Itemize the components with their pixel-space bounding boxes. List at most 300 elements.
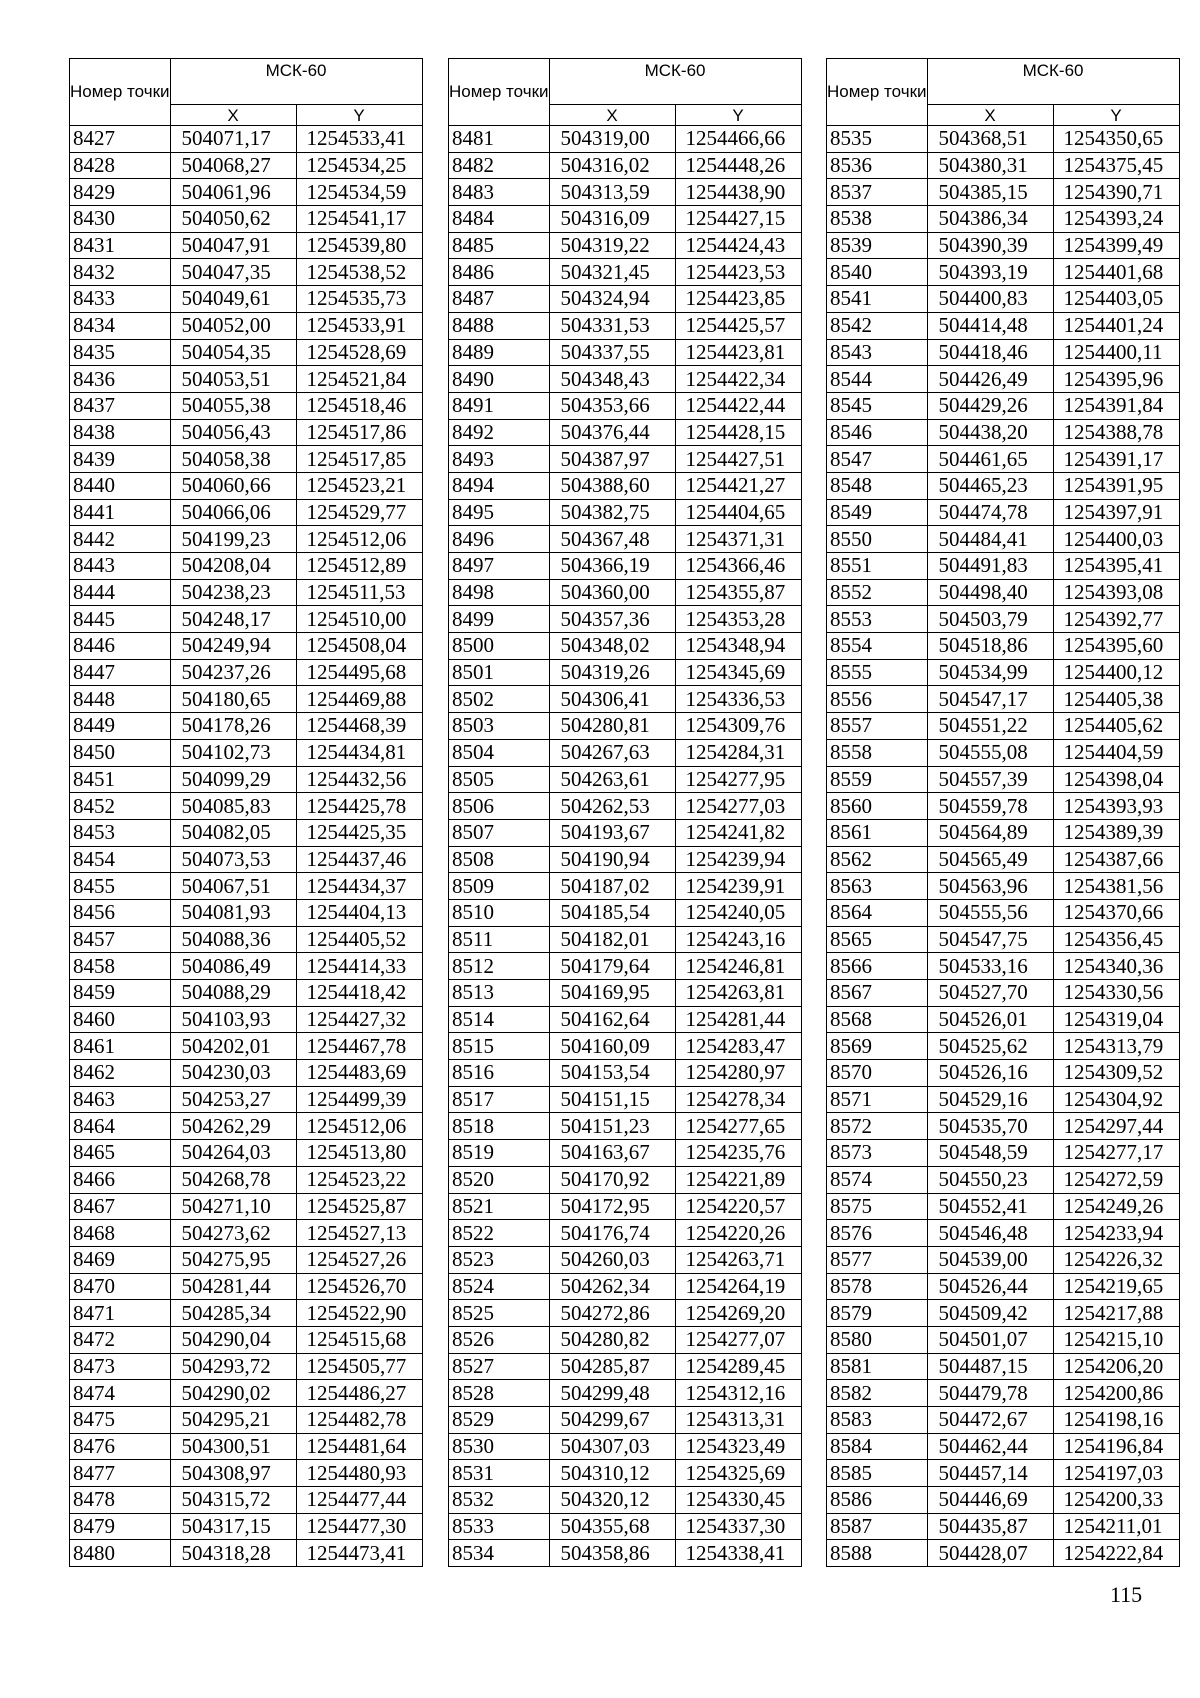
y-coordinate: 1254495,68 bbox=[296, 659, 422, 686]
point-number: 8549 bbox=[827, 499, 928, 526]
x-coordinate: 504487,15 bbox=[927, 1353, 1053, 1380]
point-number: 8582 bbox=[827, 1380, 928, 1407]
x-coordinate: 504054,35 bbox=[170, 339, 296, 366]
table-row bbox=[827, 392, 1180, 419]
table-row bbox=[827, 152, 1180, 179]
table-row bbox=[827, 1033, 1180, 1060]
point-number: 8495 bbox=[449, 499, 550, 526]
y-coordinate: 1254272,59 bbox=[1053, 1166, 1179, 1193]
table-row bbox=[70, 1487, 423, 1514]
point-number: 8561 bbox=[827, 819, 928, 846]
point-number: 8533 bbox=[449, 1513, 550, 1540]
table-row bbox=[827, 686, 1180, 713]
x-coordinate: 504306,41 bbox=[549, 686, 675, 713]
x-coordinate: 504465,23 bbox=[927, 472, 1053, 499]
table-row bbox=[70, 152, 423, 179]
y-coordinate: 1254541,17 bbox=[296, 206, 422, 233]
y-coordinate: 1254510,00 bbox=[296, 606, 422, 633]
y-coordinate: 1254438,90 bbox=[675, 179, 801, 206]
y-coordinate: 1254427,15 bbox=[675, 206, 801, 233]
y-coordinate: 1254391,17 bbox=[1053, 446, 1179, 473]
point-number: 8536 bbox=[827, 152, 928, 179]
table-row bbox=[827, 1540, 1180, 1567]
x-coordinate: 504367,48 bbox=[549, 526, 675, 553]
x-coordinate: 504462,44 bbox=[927, 1433, 1053, 1460]
table-row bbox=[449, 1166, 802, 1193]
point-number: 8583 bbox=[827, 1407, 928, 1434]
y-coordinate: 1254356,45 bbox=[1053, 926, 1179, 953]
table-row bbox=[70, 953, 423, 980]
y-coordinate: 1254389,39 bbox=[1053, 819, 1179, 846]
table-row bbox=[449, 1407, 802, 1434]
y-coordinate: 1254533,91 bbox=[296, 312, 422, 339]
table-row bbox=[449, 526, 802, 553]
point-number: 8480 bbox=[70, 1540, 171, 1567]
x-coordinate: 504491,83 bbox=[927, 553, 1053, 580]
table-row bbox=[827, 339, 1180, 366]
point-number: 8430 bbox=[70, 206, 171, 233]
x-coordinate: 504263,61 bbox=[549, 766, 675, 793]
table-row bbox=[449, 1273, 802, 1300]
point-number: 8550 bbox=[827, 526, 928, 553]
coordinate-system-header: МСК-60 bbox=[927, 59, 1179, 105]
x-coordinate: 504526,01 bbox=[927, 1006, 1053, 1033]
table-row bbox=[449, 179, 802, 206]
table-row bbox=[449, 1540, 802, 1567]
table-row bbox=[827, 1353, 1180, 1380]
table-row bbox=[449, 793, 802, 820]
table-row bbox=[449, 1060, 802, 1087]
y-coordinate: 1254393,93 bbox=[1053, 793, 1179, 820]
x-coordinate: 504280,81 bbox=[549, 713, 675, 740]
y-header: Y bbox=[675, 105, 801, 126]
y-coordinate: 1254468,39 bbox=[296, 713, 422, 740]
point-number: 8563 bbox=[827, 873, 928, 900]
x-coordinate: 504313,59 bbox=[549, 179, 675, 206]
point-number: 8503 bbox=[449, 713, 550, 740]
y-coordinate: 1254281,44 bbox=[675, 1006, 801, 1033]
point-number: 8509 bbox=[449, 873, 550, 900]
x-coordinate: 504557,39 bbox=[927, 766, 1053, 793]
table-row bbox=[449, 713, 802, 740]
table-row bbox=[827, 1246, 1180, 1273]
y-coordinate: 1254400,12 bbox=[1053, 659, 1179, 686]
x-coordinate: 504426,49 bbox=[927, 366, 1053, 393]
x-coordinate: 504548,59 bbox=[927, 1140, 1053, 1167]
y-coordinate: 1254425,35 bbox=[296, 819, 422, 846]
y-coordinate: 1254467,78 bbox=[296, 1033, 422, 1060]
x-coordinate: 504163,67 bbox=[549, 1140, 675, 1167]
y-coordinate: 1254483,69 bbox=[296, 1060, 422, 1087]
x-coordinate: 504547,17 bbox=[927, 686, 1053, 713]
table-row bbox=[70, 686, 423, 713]
x-coordinate: 504182,01 bbox=[549, 926, 675, 953]
x-coordinate: 504386,34 bbox=[927, 206, 1053, 233]
x-coordinate: 504390,39 bbox=[927, 232, 1053, 259]
table-row bbox=[70, 232, 423, 259]
x-coordinate: 504353,66 bbox=[549, 392, 675, 419]
x-coordinate: 504525,62 bbox=[927, 1033, 1053, 1060]
table-row bbox=[70, 1193, 423, 1220]
y-coordinate: 1254243,16 bbox=[675, 926, 801, 953]
table-row bbox=[70, 1006, 423, 1033]
coordinates-table-1 bbox=[69, 58, 423, 1567]
point-number: 8446 bbox=[70, 633, 171, 660]
table-row bbox=[827, 846, 1180, 873]
y-coordinate: 1254515,68 bbox=[296, 1326, 422, 1353]
page-number: 115 bbox=[1110, 1582, 1143, 1607]
point-number: 8577 bbox=[827, 1246, 928, 1273]
x-coordinate: 504564,89 bbox=[927, 819, 1053, 846]
x-coordinate: 504479,78 bbox=[927, 1380, 1053, 1407]
x-coordinate: 504049,61 bbox=[170, 286, 296, 313]
x-coordinate: 504071,17 bbox=[170, 126, 296, 153]
y-coordinate: 1254264,19 bbox=[675, 1273, 801, 1300]
x-coordinate: 504546,48 bbox=[927, 1220, 1053, 1247]
x-coordinate: 504348,43 bbox=[549, 366, 675, 393]
table-row bbox=[70, 179, 423, 206]
y-coordinate: 1254226,32 bbox=[1053, 1246, 1179, 1273]
point-number: 8471 bbox=[70, 1300, 171, 1327]
table-row bbox=[70, 392, 423, 419]
point-number: 8574 bbox=[827, 1166, 928, 1193]
table-row bbox=[827, 366, 1180, 393]
y-coordinate: 1254427,51 bbox=[675, 446, 801, 473]
point-number: 8451 bbox=[70, 766, 171, 793]
point-number: 8472 bbox=[70, 1326, 171, 1353]
y-coordinate: 1254434,81 bbox=[296, 739, 422, 766]
y-coordinate: 1254434,37 bbox=[296, 873, 422, 900]
table-row bbox=[449, 873, 802, 900]
point-number: 8431 bbox=[70, 232, 171, 259]
point-number: 8470 bbox=[70, 1273, 171, 1300]
x-coordinate: 504061,96 bbox=[170, 179, 296, 206]
y-coordinate: 1254525,87 bbox=[296, 1193, 422, 1220]
y-coordinate: 1254206,20 bbox=[1053, 1353, 1179, 1380]
table-row bbox=[70, 819, 423, 846]
y-coordinate: 1254269,20 bbox=[675, 1300, 801, 1327]
point-number: 8584 bbox=[827, 1433, 928, 1460]
table-row bbox=[449, 499, 802, 526]
point-number: 8516 bbox=[449, 1060, 550, 1087]
coordinate-system-header: МСК-60 bbox=[170, 59, 422, 105]
point-number: 8479 bbox=[70, 1513, 171, 1540]
y-coordinate: 1254508,04 bbox=[296, 633, 422, 660]
point-number: 8575 bbox=[827, 1193, 928, 1220]
table-row bbox=[70, 1513, 423, 1540]
x-coordinate: 504360,00 bbox=[549, 579, 675, 606]
table-row bbox=[70, 1540, 423, 1567]
y-coordinate: 1254388,78 bbox=[1053, 419, 1179, 446]
y-coordinate: 1254511,53 bbox=[296, 579, 422, 606]
table-row bbox=[449, 579, 802, 606]
table-row bbox=[449, 259, 802, 286]
x-coordinate: 504295,21 bbox=[170, 1407, 296, 1434]
x-coordinate: 504565,49 bbox=[927, 846, 1053, 873]
y-coordinate: 1254355,87 bbox=[675, 579, 801, 606]
point-number: 8465 bbox=[70, 1140, 171, 1167]
y-coordinate: 1254425,57 bbox=[675, 312, 801, 339]
x-coordinate: 504151,15 bbox=[549, 1086, 675, 1113]
point-number: 8450 bbox=[70, 739, 171, 766]
point-number: 8546 bbox=[827, 419, 928, 446]
table-row bbox=[827, 1006, 1180, 1033]
y-coordinate: 1254263,71 bbox=[675, 1246, 801, 1273]
x-coordinate: 504067,51 bbox=[170, 873, 296, 900]
point-number: 8551 bbox=[827, 553, 928, 580]
point-number: 8510 bbox=[449, 899, 550, 926]
point-number: 8464 bbox=[70, 1113, 171, 1140]
y-coordinate: 1254200,86 bbox=[1053, 1380, 1179, 1407]
y-coordinate: 1254319,04 bbox=[1053, 1006, 1179, 1033]
x-coordinate: 504484,41 bbox=[927, 526, 1053, 553]
y-coordinate: 1254395,60 bbox=[1053, 633, 1179, 660]
y-coordinate: 1254512,89 bbox=[296, 553, 422, 580]
point-number: 8514 bbox=[449, 1006, 550, 1033]
y-coordinate: 1254425,78 bbox=[296, 793, 422, 820]
table-row bbox=[827, 980, 1180, 1007]
y-coordinate: 1254418,42 bbox=[296, 980, 422, 1007]
point-number: 8447 bbox=[70, 659, 171, 686]
table-row bbox=[827, 579, 1180, 606]
table-row bbox=[449, 1380, 802, 1407]
table-row bbox=[827, 472, 1180, 499]
table-row bbox=[827, 926, 1180, 953]
point-number: 8525 bbox=[449, 1300, 550, 1327]
table-row bbox=[449, 126, 802, 153]
point-number: 8586 bbox=[827, 1487, 928, 1514]
table-row bbox=[827, 286, 1180, 313]
point-number: 8570 bbox=[827, 1060, 928, 1087]
point-number: 8500 bbox=[449, 633, 550, 660]
y-coordinate: 1254523,21 bbox=[296, 472, 422, 499]
point-number: 8434 bbox=[70, 312, 171, 339]
x-coordinate: 504179,64 bbox=[549, 953, 675, 980]
y-coordinate: 1254393,08 bbox=[1053, 579, 1179, 606]
table-row bbox=[827, 1300, 1180, 1327]
point-number: 8555 bbox=[827, 659, 928, 686]
y-coordinate: 1254522,90 bbox=[296, 1300, 422, 1327]
y-coordinate: 1254241,82 bbox=[675, 819, 801, 846]
y-coordinate: 1254283,47 bbox=[675, 1033, 801, 1060]
table-row bbox=[827, 1460, 1180, 1487]
table-row bbox=[449, 1300, 802, 1327]
point-number-header: Номер точки bbox=[449, 59, 550, 126]
point-number: 8457 bbox=[70, 926, 171, 953]
y-coordinate: 1254249,26 bbox=[1053, 1193, 1179, 1220]
x-coordinate: 504503,79 bbox=[927, 606, 1053, 633]
table-row bbox=[70, 446, 423, 473]
x-coordinate: 504268,78 bbox=[170, 1166, 296, 1193]
x-coordinate: 504376,44 bbox=[549, 419, 675, 446]
table-row bbox=[827, 766, 1180, 793]
y-coordinate: 1254404,13 bbox=[296, 899, 422, 926]
y-coordinate: 1254239,94 bbox=[675, 846, 801, 873]
table-row bbox=[70, 206, 423, 233]
table-row bbox=[827, 179, 1180, 206]
point-number: 8529 bbox=[449, 1407, 550, 1434]
point-number: 8537 bbox=[827, 179, 928, 206]
point-number: 8523 bbox=[449, 1246, 550, 1273]
y-coordinate: 1254387,66 bbox=[1053, 846, 1179, 873]
x-coordinate: 504380,31 bbox=[927, 152, 1053, 179]
point-number: 8456 bbox=[70, 899, 171, 926]
y-coordinate: 1254527,26 bbox=[296, 1246, 422, 1273]
point-number-header: Номер точки bbox=[827, 59, 928, 126]
x-coordinate: 504358,86 bbox=[549, 1540, 675, 1567]
table-row bbox=[827, 793, 1180, 820]
x-coordinate: 504331,53 bbox=[549, 312, 675, 339]
x-coordinate: 504050,62 bbox=[170, 206, 296, 233]
table-row bbox=[449, 1460, 802, 1487]
y-coordinate: 1254395,96 bbox=[1053, 366, 1179, 393]
point-number: 8483 bbox=[449, 179, 550, 206]
point-number: 8518 bbox=[449, 1113, 550, 1140]
table-row bbox=[449, 232, 802, 259]
x-coordinate: 504285,34 bbox=[170, 1300, 296, 1327]
y-coordinate: 1254277,07 bbox=[675, 1326, 801, 1353]
y-coordinate: 1254400,11 bbox=[1053, 339, 1179, 366]
table-row bbox=[449, 472, 802, 499]
point-number: 8494 bbox=[449, 472, 550, 499]
y-coordinate: 1254330,45 bbox=[675, 1487, 801, 1514]
x-coordinate: 504418,46 bbox=[927, 339, 1053, 366]
x-header: X bbox=[549, 105, 675, 126]
table-row bbox=[449, 1086, 802, 1113]
table-row bbox=[449, 446, 802, 473]
point-number: 8489 bbox=[449, 339, 550, 366]
y-coordinate: 1254469,88 bbox=[296, 686, 422, 713]
table-row bbox=[449, 312, 802, 339]
y-coordinate: 1254217,88 bbox=[1053, 1300, 1179, 1327]
point-number: 8463 bbox=[70, 1086, 171, 1113]
x-coordinate: 504068,27 bbox=[170, 152, 296, 179]
y-coordinate: 1254350,65 bbox=[1053, 126, 1179, 153]
y-coordinate: 1254338,41 bbox=[675, 1540, 801, 1567]
table-row bbox=[827, 259, 1180, 286]
table-row bbox=[70, 366, 423, 393]
x-coordinate: 504552,41 bbox=[927, 1193, 1053, 1220]
table-row bbox=[70, 472, 423, 499]
point-number: 8466 bbox=[70, 1166, 171, 1193]
x-coordinate: 504262,34 bbox=[549, 1273, 675, 1300]
point-number: 8504 bbox=[449, 739, 550, 766]
y-coordinate: 1254480,93 bbox=[296, 1460, 422, 1487]
y-coordinate: 1254529,77 bbox=[296, 499, 422, 526]
y-coordinate: 1254432,56 bbox=[296, 766, 422, 793]
x-coordinate: 504060,66 bbox=[170, 472, 296, 499]
table-row bbox=[449, 1113, 802, 1140]
table-row bbox=[449, 1033, 802, 1060]
point-number: 8467 bbox=[70, 1193, 171, 1220]
y-coordinate: 1254381,56 bbox=[1053, 873, 1179, 900]
point-number: 8512 bbox=[449, 953, 550, 980]
y-coordinate: 1254428,15 bbox=[675, 419, 801, 446]
table-row bbox=[827, 873, 1180, 900]
x-coordinate: 504176,74 bbox=[549, 1220, 675, 1247]
point-number: 8507 bbox=[449, 819, 550, 846]
x-coordinate: 504428,07 bbox=[927, 1540, 1053, 1567]
table-row bbox=[70, 579, 423, 606]
x-coordinate: 504178,26 bbox=[170, 713, 296, 740]
table-row bbox=[449, 980, 802, 1007]
point-number: 8441 bbox=[70, 499, 171, 526]
y-coordinate: 1254538,52 bbox=[296, 259, 422, 286]
x-coordinate: 504169,95 bbox=[549, 980, 675, 1007]
y-coordinate: 1254391,95 bbox=[1053, 472, 1179, 499]
y-coordinate: 1254297,44 bbox=[1053, 1113, 1179, 1140]
y-coordinate: 1254482,78 bbox=[296, 1407, 422, 1434]
table-row bbox=[70, 766, 423, 793]
y-coordinate: 1254323,49 bbox=[675, 1433, 801, 1460]
point-number: 8486 bbox=[449, 259, 550, 286]
table-row bbox=[449, 766, 802, 793]
table-row bbox=[70, 1220, 423, 1247]
table-row bbox=[70, 1407, 423, 1434]
point-number: 8428 bbox=[70, 152, 171, 179]
table-row bbox=[70, 1140, 423, 1167]
point-number: 8443 bbox=[70, 553, 171, 580]
point-number: 8521 bbox=[449, 1193, 550, 1220]
x-coordinate: 504429,26 bbox=[927, 392, 1053, 419]
table-row bbox=[70, 126, 423, 153]
table-row bbox=[827, 1433, 1180, 1460]
y-header: Y bbox=[1053, 105, 1179, 126]
x-coordinate: 504527,70 bbox=[927, 980, 1053, 1007]
y-coordinate: 1254499,39 bbox=[296, 1086, 422, 1113]
y-coordinate: 1254348,94 bbox=[675, 633, 801, 660]
y-coordinate: 1254235,76 bbox=[675, 1140, 801, 1167]
table-row bbox=[70, 499, 423, 526]
table-row bbox=[827, 1326, 1180, 1353]
x-coordinate: 504290,02 bbox=[170, 1380, 296, 1407]
table-row bbox=[449, 1246, 802, 1273]
y-coordinate: 1254512,06 bbox=[296, 526, 422, 553]
y-coordinate: 1254277,03 bbox=[675, 793, 801, 820]
point-number: 8502 bbox=[449, 686, 550, 713]
y-coordinate: 1254398,04 bbox=[1053, 766, 1179, 793]
x-coordinate: 504088,36 bbox=[170, 926, 296, 953]
x-coordinate: 504457,14 bbox=[927, 1460, 1053, 1487]
y-coordinate: 1254404,65 bbox=[675, 499, 801, 526]
y-coordinate: 1254220,57 bbox=[675, 1193, 801, 1220]
x-coordinate: 504082,05 bbox=[170, 819, 296, 846]
coordinate-system-header: МСК-60 bbox=[549, 59, 801, 105]
point-number: 8538 bbox=[827, 206, 928, 233]
table-row bbox=[449, 1487, 802, 1514]
point-number: 8454 bbox=[70, 846, 171, 873]
point-number: 8498 bbox=[449, 579, 550, 606]
y-coordinate: 1254263,81 bbox=[675, 980, 801, 1007]
x-coordinate: 504237,26 bbox=[170, 659, 296, 686]
point-number: 8493 bbox=[449, 446, 550, 473]
x-coordinate: 504180,65 bbox=[170, 686, 296, 713]
table-row bbox=[827, 1407, 1180, 1434]
point-number: 8527 bbox=[449, 1353, 550, 1380]
point-number: 8559 bbox=[827, 766, 928, 793]
x-coordinate: 504501,07 bbox=[927, 1326, 1053, 1353]
y-coordinate: 1254405,62 bbox=[1053, 713, 1179, 740]
point-number: 8476 bbox=[70, 1433, 171, 1460]
table-row bbox=[827, 1193, 1180, 1220]
x-coordinate: 504337,55 bbox=[549, 339, 675, 366]
y-coordinate: 1254309,76 bbox=[675, 713, 801, 740]
point-number: 8429 bbox=[70, 179, 171, 206]
point-number: 8554 bbox=[827, 633, 928, 660]
y-coordinate: 1254370,66 bbox=[1053, 899, 1179, 926]
table-row bbox=[827, 232, 1180, 259]
y-coordinate: 1254304,92 bbox=[1053, 1086, 1179, 1113]
